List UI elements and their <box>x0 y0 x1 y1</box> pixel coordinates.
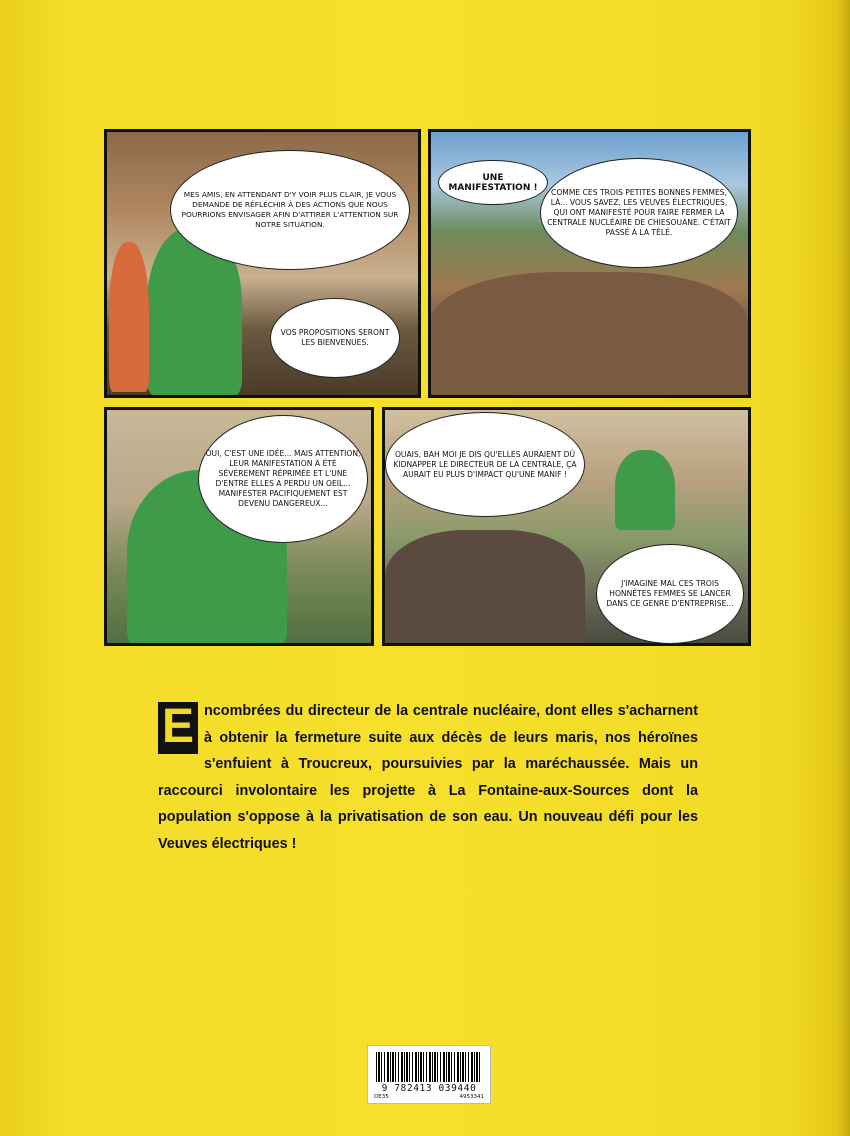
blurb-text <box>158 698 698 857</box>
cover-edge <box>836 0 850 1136</box>
barcode-bars <box>376 1052 482 1082</box>
barcode-left-code: DE35 <box>374 1094 389 1100</box>
blurb-body: ncombrées du directeur de la centrale nucléaire, dont elles s'acharnent à obtenir la fermeture suite aux décès de leurs maris, nos héroïnes s'enfuient à Troucreux, poursuivies par la maréchaussée. Mais un raccourci involontaire les projette à La Fontaine-aux-Sources dont la population s'oppose à la privatisation de son eau. Un nouveau défi pour les Veuves électriques ! <box>158 703 698 852</box>
speech-bubble: OUI, C'EST UNE IDÉE... MAIS ATTENTION, LEUR MANIFESTATION A ÉTÉ SÉVÈREMENT RÉPRIMÉE ET L'UNE D'ENTRE ELLES A PERDU UN OEIL... MANIFESTER PACIFIQUEMENT EST DEVENU DANGEREUX... <box>198 415 368 543</box>
barcode-right-code: 4953341 <box>459 1094 484 1100</box>
barcode-label <box>367 1045 491 1104</box>
speech-bubble: OUAIS, BAH MOI JE DIS QU'ELLES AURAIENT DÛ KIDNAPPER LE DIRECTEUR DE LA CENTRALE, ÇA AURAIT EU PLUS D'IMPACT QU'UNE MANIF ! <box>385 412 585 517</box>
crowd <box>431 272 748 397</box>
drop-cap: E <box>158 702 198 754</box>
speech-bubble: VOS PROPOSITIONS SERONT LES BIENVENUES. <box>270 298 400 378</box>
speech-bubble: COMME CES TROIS PETITES BONNES FEMMES, LÀ... VOUS SAVEZ, LES VEUVES ÉLECTRIQUES, QUI ONT MANIFESTÉ POUR FAIRE FERMER LA CENTRALE NUCLÉAIRE DE CHIESOUANE. C'ÉTAIT PASSÉ À LA TÉLÉ. <box>540 158 738 268</box>
woman-red-hair <box>109 242 149 392</box>
barcode-number: 9 782413 039440 <box>381 1083 477 1094</box>
balcony-figures <box>615 450 675 530</box>
village-crowd <box>385 530 585 645</box>
speech-bubble: MES AMIS, EN ATTENDANT D'Y VOIR PLUS CLAIR, JE VOUS DEMANDE DE RÉFLÉCHIR À DES ACTIONS QUE NOUS POURRIONS ENVISAGER AFIN D'ATTIRER L'ATTENTION SUR NOTRE SITUATION. <box>170 150 410 270</box>
speech-bubble: J'IMAGINE MAL CES TROIS HONNÊTES FEMMES SE LANCER DANS CE GENRE D'ENTREPRISE... <box>596 544 744 644</box>
speech-bubble: UNE MANIFESTATION ! <box>438 160 548 205</box>
